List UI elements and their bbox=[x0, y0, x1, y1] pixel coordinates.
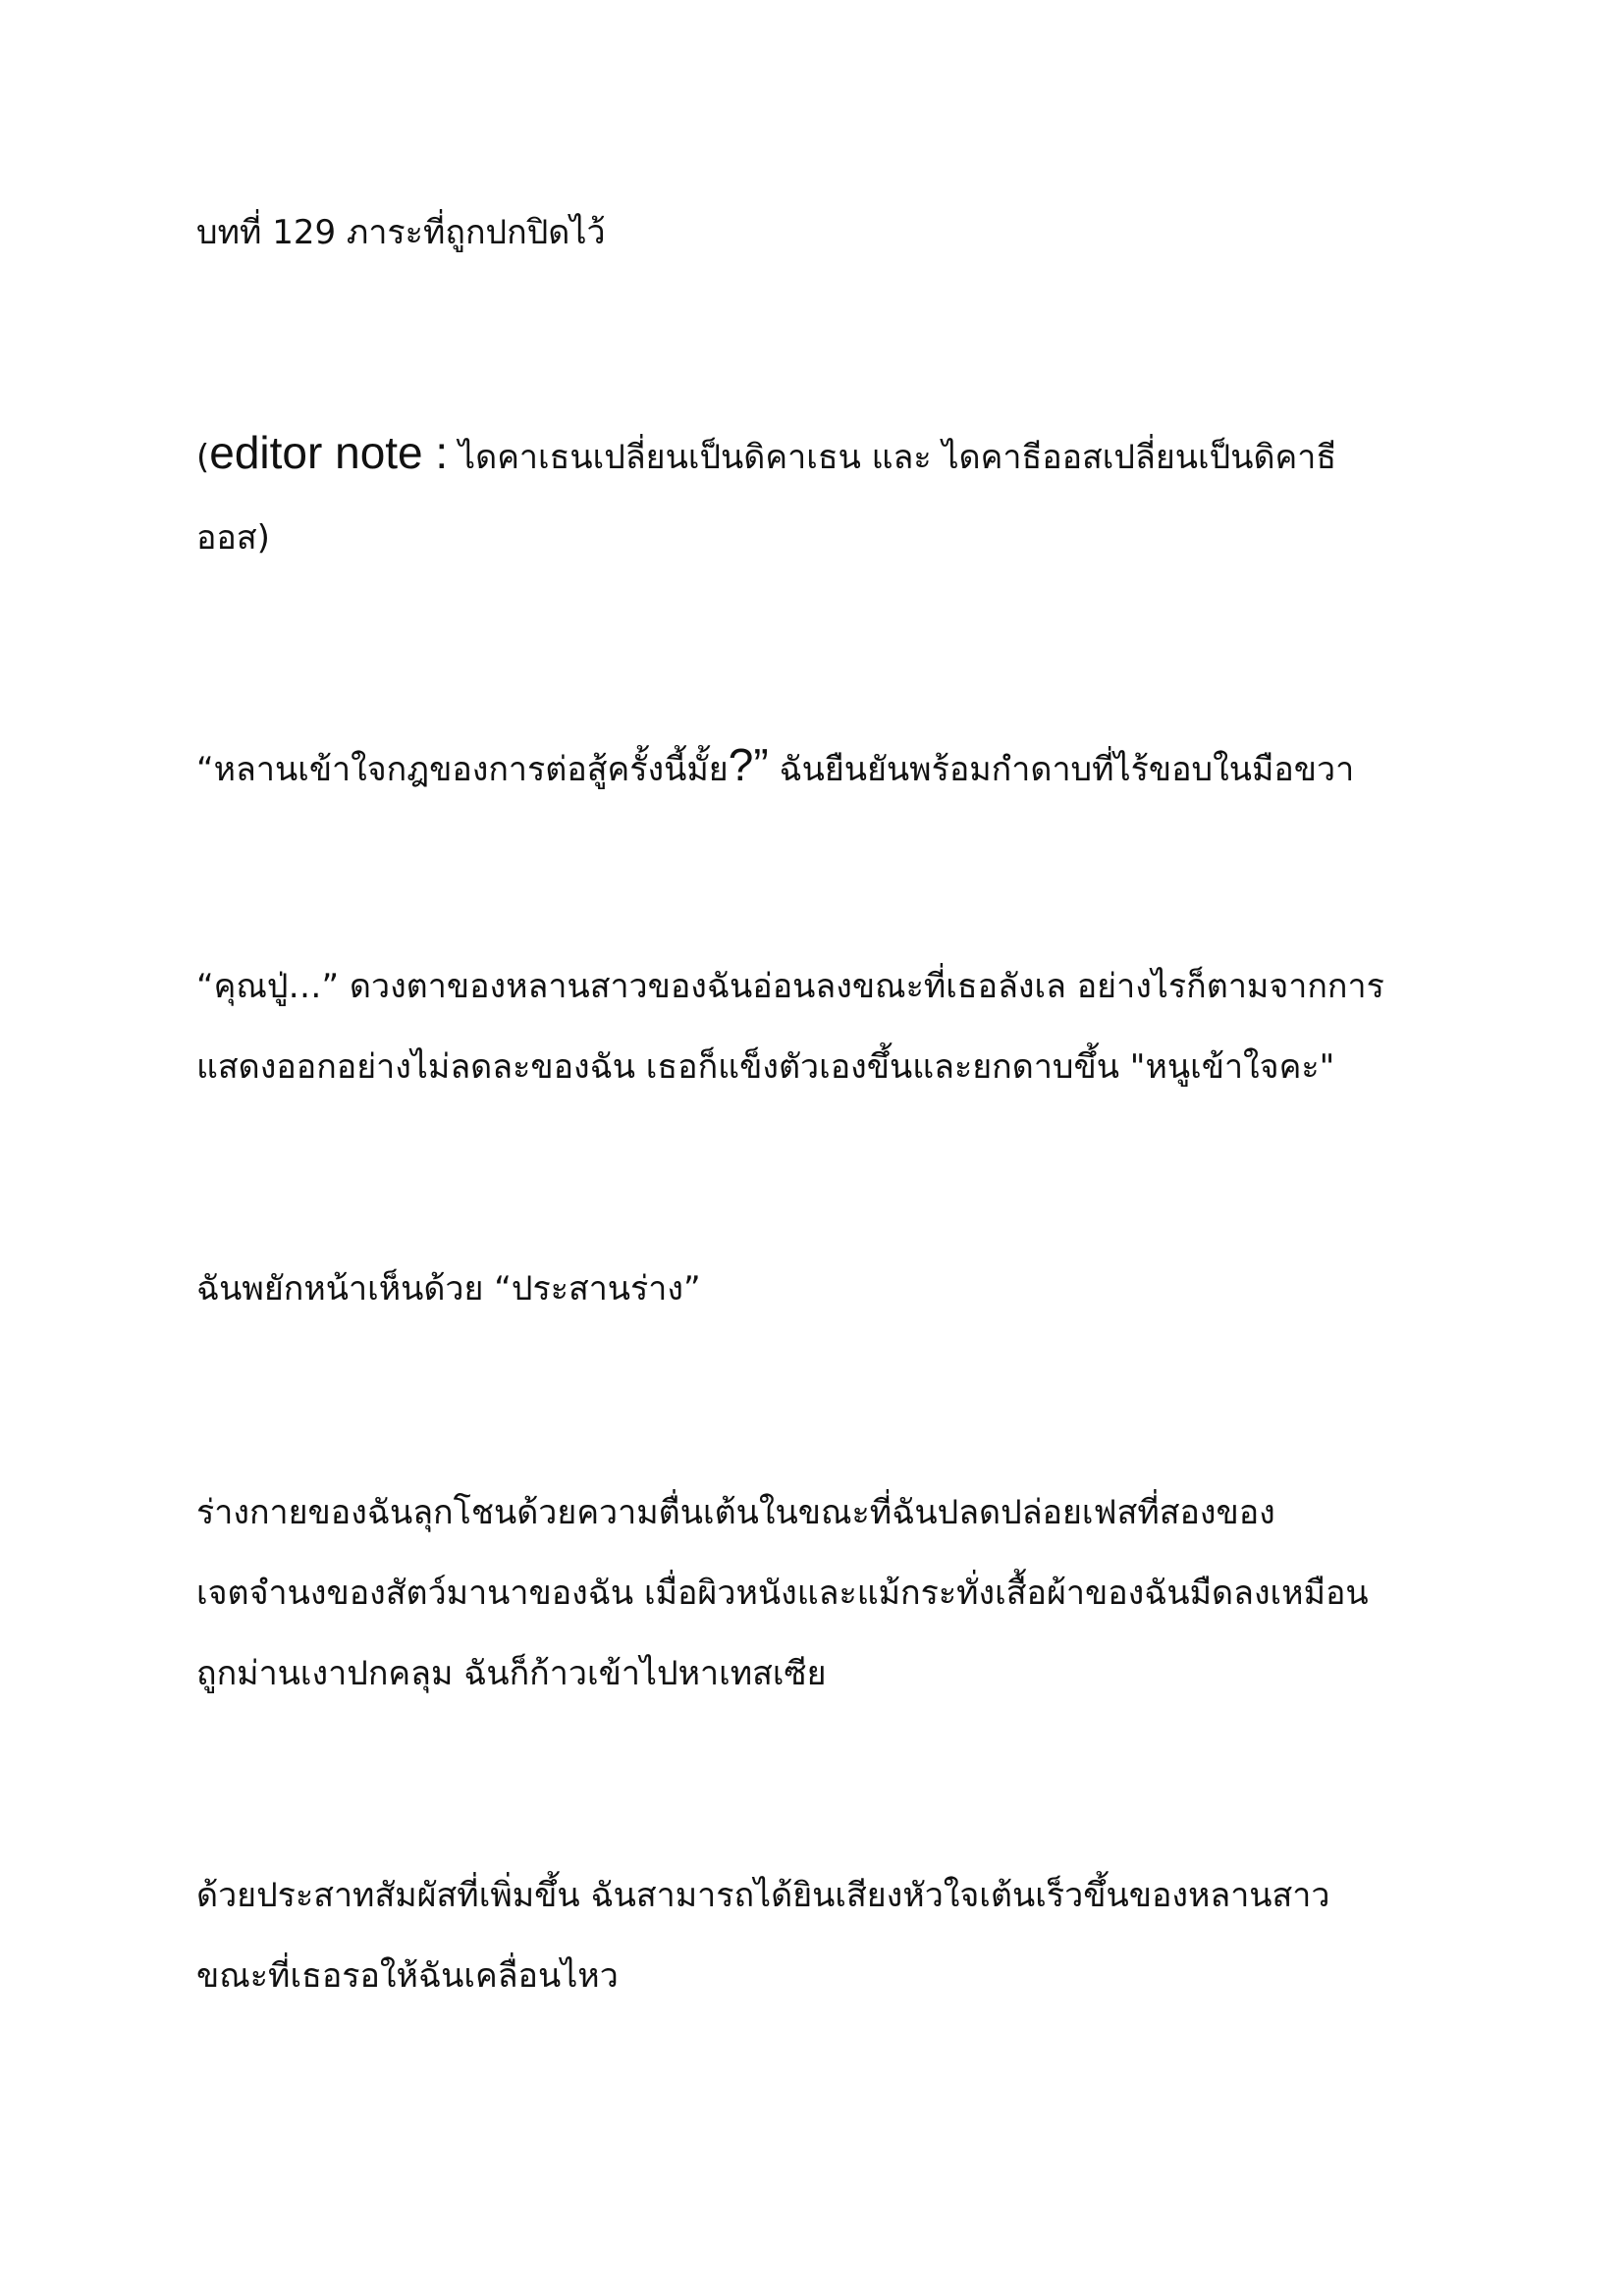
paragraph-5-line-1: ด้วยประสาทสัมผัสที่เพิ่มขึ้น ฉันสามารถได้ยินเสียงหัวใจเต้นเร็วขึ้นของหลานสาว bbox=[196, 1876, 1330, 1915]
chapter-title-text: บทที่ 129 ภาระที่ถูกปกปิดไว้ bbox=[196, 213, 606, 252]
editor-note-line-2: ออส) bbox=[196, 518, 270, 558]
paragraph-1 bbox=[196, 724, 1434, 810]
paragraph-2-line-2: แสดงออกอย่างไม่ลดละของฉัน เธอก็แข็งตัวเองขึ้นและยกดาบขึ้น "หนูเข้าใจคะ" bbox=[196, 1047, 1335, 1087]
paragraph-3 bbox=[196, 1249, 1434, 1329]
paragraph-2 bbox=[196, 946, 1434, 1107]
editor-note-line-1 bbox=[196, 412, 1434, 498]
paragraph-5-line-2: ขณะที่เธอรอให้ฉันเคลื่อนไหว bbox=[196, 1956, 619, 1996]
paragraph-4-line-3: ถูกม่านเงาปกคลุม ฉันก็ก้าวเข้าไปหาเทสเซีย bbox=[196, 1654, 827, 1693]
paragraph-4 bbox=[196, 1472, 1434, 1714]
editor-note bbox=[196, 412, 1434, 578]
paragraph-1-rest: ฉันยืนยันพร้อมกำดาบที่ไร้ขอบในมือขวา bbox=[768, 750, 1355, 789]
paragraph-4-line-2: เจตจำนงของสัตว์มานาของฉัน เมื่อผิวหนังและแม้กระทั่งเสื้อผ้าของฉันมืดลงเหมือน bbox=[196, 1574, 1369, 1613]
paragraph-4-line-1: ร่างกายของฉันลุกโชนด้วยความตื่นเต้นในขณะที่ฉันปลดปล่อยเฟสที่สองของ bbox=[196, 1493, 1275, 1532]
editor-note-open-paren: ( bbox=[196, 438, 210, 477]
paragraph-3-line-1: ฉันพยักหน้าเห็นด้วย “ประสานร่าง” bbox=[196, 1269, 701, 1308]
paragraph-5 bbox=[196, 1855, 1434, 2016]
chapter-title bbox=[196, 192, 1434, 273]
paragraph-1-quote: “หลานเข้าใจกฎของการต่อสู้ครั้งนี้มั้ย bbox=[196, 750, 729, 789]
editor-note-label: editor note : bbox=[209, 427, 449, 478]
paragraph-1-question-mark: ?” bbox=[728, 739, 769, 790]
paragraph-2-line-1: “คุณปู่…” ดวงตาของหลานสาวของฉันอ่อนลงขณะที่เธอลังเล อย่างไรก็ตามจากการ bbox=[196, 967, 1384, 1006]
paragraph-1-line-1 bbox=[196, 724, 1434, 810]
editor-note-text-1: ไดคาเธนเปลี่ยนเป็นดิคาเธน และ ไดคาธีออสเปลี่ยนเป็นดิคาธี bbox=[448, 438, 1337, 477]
